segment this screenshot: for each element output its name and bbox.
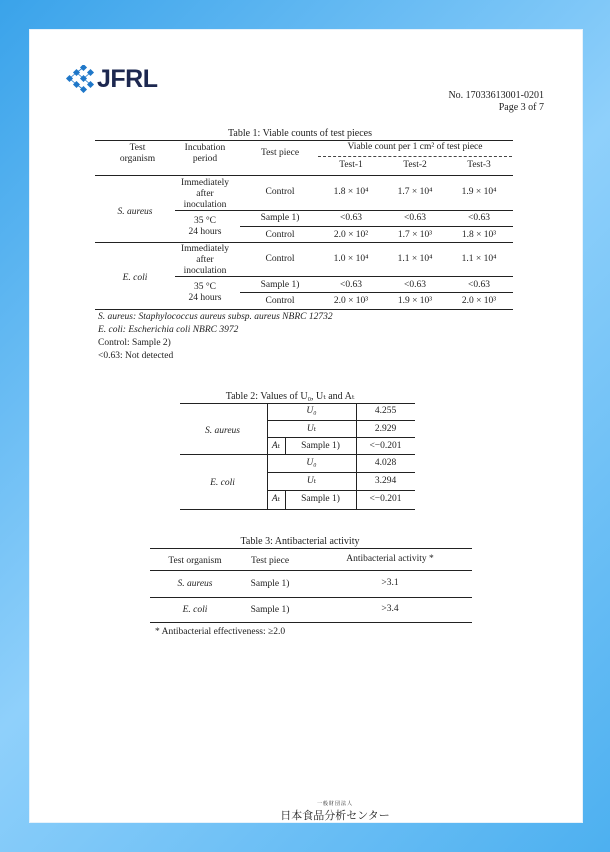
period-immediate: Immediately after inoculation <box>180 178 229 210</box>
value: 1.7 × 10³ <box>397 230 433 240</box>
organism-e-coli: E. coli <box>122 273 148 283</box>
ut-value: 3.294 <box>374 476 397 486</box>
header-period: Incubation period <box>184 143 226 164</box>
jfrl-logo <box>65 65 170 95</box>
value: <0.63 <box>468 280 490 290</box>
organism-s-aureus: S. aureus <box>177 579 213 589</box>
value: <0.63 <box>404 213 426 223</box>
value: 1.1 × 10⁴ <box>397 254 433 264</box>
note-not-detected: <0.63: Not detected <box>98 351 174 361</box>
value: <0.63 <box>468 213 490 223</box>
test-piece: Control <box>265 187 295 197</box>
table-2-caption: Table 2: Values of U₀, Uₜ and Aₜ <box>225 391 355 402</box>
logo-mark-icon <box>65 65 99 93</box>
u0-label: U₀ <box>306 406 317 416</box>
header-test-1: Test-1 <box>339 160 363 170</box>
note-s-aureus: S. aureus: Staphylococcus aureus subsp. aureus NBRC 12732 <box>98 312 333 322</box>
u0-value: 4.028 <box>374 458 397 468</box>
value: 2.0 × 10³ <box>461 296 497 306</box>
table-3-caption: Table 3: Antibacterial activity <box>240 536 360 547</box>
u0-value: 4.255 <box>374 406 397 416</box>
ut-label: Uₜ <box>306 424 317 434</box>
value: 1.9 × 10³ <box>397 296 433 306</box>
value: 2.0 × 10² <box>333 230 369 240</box>
header-test-piece: Test piece <box>250 556 290 566</box>
test-piece: Sample 1) <box>250 605 290 615</box>
test-piece: Control <box>265 230 295 240</box>
activity-value: >3.4 <box>381 604 399 614</box>
period-immediate: Immediately after inoculation <box>180 244 229 276</box>
ut-value: 2.929 <box>374 424 397 434</box>
at-label: Aₜ <box>271 494 281 504</box>
table-1-caption: Table 1: Viable counts of test pieces <box>227 128 373 139</box>
value: <0.63 <box>404 280 426 290</box>
value: 1.9 × 10⁴ <box>461 187 497 197</box>
at-value: <−0.201 <box>369 441 402 451</box>
test-piece: Sample 1) <box>260 280 300 290</box>
page-number: Page 3 of 7 <box>498 102 544 113</box>
value: 1.1 × 10⁴ <box>461 254 497 264</box>
footer-organization <box>270 800 400 823</box>
table-3-note: * Antibacterial effectiveness: ≥2.0 <box>155 627 286 637</box>
at-piece: Sample 1) <box>301 441 340 451</box>
header-organism: Test organism <box>119 143 156 164</box>
org-name: 日本食品分析センター <box>280 809 390 822</box>
header-test-organism: Test organism <box>168 556 222 566</box>
report-number: No. 17033613001-0201 <box>448 90 544 101</box>
test-piece: Control <box>265 254 295 264</box>
activity-value: >3.1 <box>381 578 399 588</box>
value: 2.0 × 10³ <box>333 296 369 306</box>
header-test-2: Test-2 <box>403 160 427 170</box>
logo-text: JFRL <box>97 65 158 93</box>
organism-e-coli: E. coli <box>210 478 235 488</box>
organism-s-aureus: S. aureus <box>117 207 153 217</box>
organism-e-coli: E. coli <box>182 605 208 615</box>
at-label: Aₜ <box>271 441 281 451</box>
note-e-coli: E. coli: Escherichia coli NBRC 3972 <box>98 325 239 335</box>
header-viable-count: Viable count per 1 cm² of test piece <box>347 142 483 152</box>
test-piece: Sample 1) <box>260 213 300 223</box>
value: <0.63 <box>340 280 362 290</box>
value: 1.7 × 10⁴ <box>397 187 433 197</box>
header-test-3: Test-3 <box>467 160 491 170</box>
value: 1.8 × 10³ <box>461 230 497 240</box>
header-test-piece: Test piece <box>260 148 300 158</box>
at-piece: Sample 1) <box>301 494 340 504</box>
test-piece: Control <box>265 296 295 306</box>
period-24h: 35 °C 24 hours <box>188 282 222 303</box>
test-piece: Sample 1) <box>250 579 290 589</box>
period-24h: 35 °C 24 hours <box>188 216 222 237</box>
organism-s-aureus: S. aureus <box>204 426 240 436</box>
ut-label: Uₜ <box>306 476 317 486</box>
value: 1.0 × 10⁴ <box>333 254 369 264</box>
value: <0.63 <box>340 213 362 223</box>
note-control: Control: Sample 2) <box>98 338 171 348</box>
at-value: <−0.201 <box>369 494 402 504</box>
org-small-text: 一般財団法人 <box>316 801 353 807</box>
document-page <box>30 30 582 822</box>
header-antibacterial-activity: Antibacterial activity * <box>346 554 434 564</box>
report-meta <box>448 90 544 114</box>
u0-label: U₀ <box>306 458 317 468</box>
value: 1.8 × 10⁴ <box>333 187 369 197</box>
